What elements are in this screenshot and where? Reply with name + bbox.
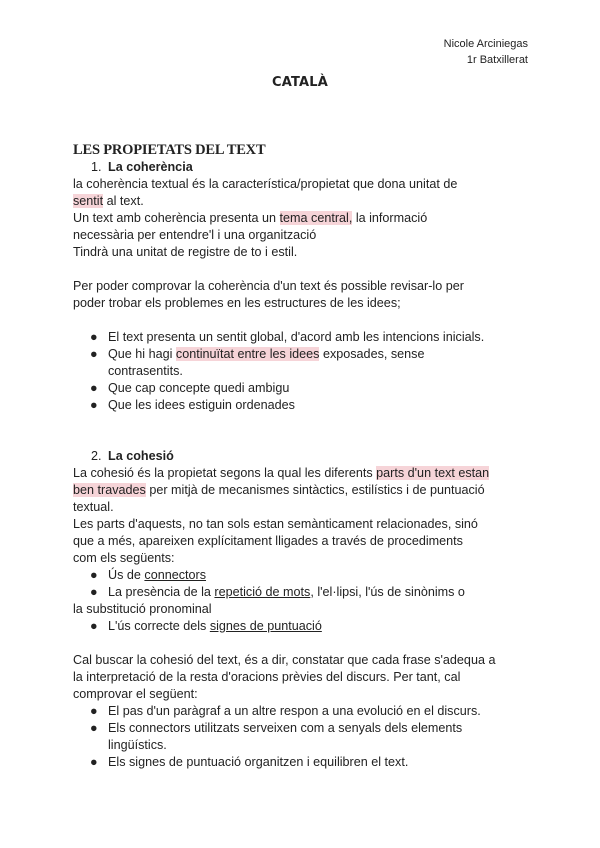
coherence-list bbox=[73, 329, 533, 414]
underlined-term: signes de puntuació bbox=[209, 619, 322, 633]
text: Tindrà una unitat de registre de to i estil. bbox=[73, 245, 298, 259]
cohesion-paragraph-3 bbox=[73, 652, 533, 703]
text: contrasentits. bbox=[108, 364, 183, 378]
bullet-icon: ● bbox=[90, 398, 98, 412]
text: per mitjà de mecanismes sintàctics, estilístics i de puntuació bbox=[145, 483, 485, 497]
text: Les parts d'aquests, no tan sols estan semànticament relacionades, sinó bbox=[73, 517, 478, 531]
text: La presència de la bbox=[108, 585, 215, 599]
cohesion-list-2 bbox=[73, 703, 533, 771]
bullet-icon: ● bbox=[90, 755, 98, 769]
highlight: parts d'un text estan bbox=[376, 466, 490, 480]
list-item bbox=[73, 618, 533, 635]
text: lingüístics. bbox=[108, 738, 167, 752]
text: Els connectors utilitzats serveixen com a senyals dels elements bbox=[108, 721, 463, 735]
list-item bbox=[73, 703, 533, 720]
list-continuation: la substitució pronominal bbox=[73, 602, 212, 616]
bullet-icon: ● bbox=[90, 704, 98, 718]
text: Un text amb coherència presenta un bbox=[73, 211, 280, 225]
author-name: Nicole Arciniegas bbox=[443, 38, 528, 50]
bullet-icon: ● bbox=[90, 347, 98, 361]
text: la interpretació de la resta d'oracions prèvies del discurs. Per tant, cal bbox=[73, 670, 461, 684]
text: al text. bbox=[103, 194, 144, 208]
list-item bbox=[73, 380, 533, 397]
list-item bbox=[73, 329, 533, 346]
bullet-icon: ● bbox=[90, 721, 98, 735]
bullet-icon: ● bbox=[90, 330, 98, 344]
list-item bbox=[73, 567, 533, 584]
list-item bbox=[73, 346, 533, 380]
list-item bbox=[73, 720, 533, 754]
text: El text presenta un sentit global, d'acord amb les intencions inicials. bbox=[108, 330, 485, 344]
highlight: tema central, bbox=[279, 211, 353, 225]
list-item bbox=[73, 397, 533, 414]
subheading-cohesion bbox=[73, 448, 533, 465]
bullet-icon: ● bbox=[90, 568, 98, 582]
text: necessària per entendre'l i una organització bbox=[73, 228, 317, 242]
bullet-icon: ● bbox=[90, 381, 98, 395]
section-heading: LES PROPIETATS DEL TEXT bbox=[73, 142, 266, 158]
underlined-term: repetició de mots bbox=[214, 585, 311, 599]
text: que a més, apareixen explícitament lligades a través de procediments bbox=[73, 534, 463, 548]
bullet-icon: ● bbox=[90, 585, 98, 599]
cohesion-paragraph-2 bbox=[73, 516, 533, 567]
underlined-term: connectors bbox=[144, 568, 207, 582]
subheading-coherence bbox=[73, 159, 533, 176]
text: Que les idees estiguin ordenades bbox=[108, 398, 295, 412]
subheading-label: La coherència bbox=[108, 160, 193, 174]
text: L'ús correcte dels bbox=[108, 619, 210, 633]
coherence-paragraph-3 bbox=[73, 278, 533, 312]
text: exposades, sense bbox=[319, 347, 425, 361]
highlight: continuïtat entre les idees bbox=[175, 347, 320, 361]
cohesion-list-1 bbox=[73, 567, 533, 601]
text: poder trobar els problemes en les estructures de les idees; bbox=[73, 296, 401, 310]
subheading-label: La cohesió bbox=[108, 449, 174, 463]
text: comprovar el següent: bbox=[73, 687, 198, 701]
text: Per poder comprovar la coherència d'un text és possible revisar-lo per bbox=[73, 279, 464, 293]
subheading-number: 2. bbox=[91, 449, 102, 463]
list-item bbox=[73, 584, 533, 601]
text: Cal buscar la cohesió del text, és a dir, constatar que cada frase s'adequa a bbox=[73, 653, 496, 667]
highlight: ben travades bbox=[73, 483, 146, 497]
text: la informació bbox=[352, 211, 428, 225]
highlight: sentit bbox=[73, 194, 104, 208]
list-item bbox=[73, 754, 533, 771]
coherence-paragraph-1 bbox=[73, 176, 533, 210]
coherence-paragraph-2 bbox=[73, 210, 533, 261]
document-body bbox=[73, 141, 533, 771]
text: com els següents: bbox=[73, 551, 175, 565]
subheading-number: 1. bbox=[91, 160, 102, 174]
text: , l'el·lipsi, l'ús de sinònims o bbox=[310, 585, 465, 599]
text: Que cap concepte quedi ambigu bbox=[108, 381, 290, 395]
bullet-icon: ● bbox=[90, 619, 98, 633]
cohesion-paragraph-1 bbox=[73, 465, 533, 516]
text: Que hi hagi bbox=[108, 347, 176, 361]
text: Ús de bbox=[108, 568, 145, 582]
course-name: 1r Batxillerat bbox=[466, 54, 528, 66]
text: Els signes de puntuació organitzen i equilibren el text. bbox=[108, 755, 409, 769]
document-title: CATALÀ bbox=[271, 75, 329, 90]
cohesion-list-1b bbox=[73, 618, 533, 635]
text: textual. bbox=[73, 500, 114, 514]
text: El pas d'un paràgraf a un altre respon a una evolució en el discurs. bbox=[108, 704, 481, 718]
author-block bbox=[444, 36, 528, 68]
text: la coherència textual és la característica/propietat que dona unitat de bbox=[73, 177, 458, 191]
text: La cohesió és la propietat segons la qual les diferents bbox=[73, 466, 377, 480]
